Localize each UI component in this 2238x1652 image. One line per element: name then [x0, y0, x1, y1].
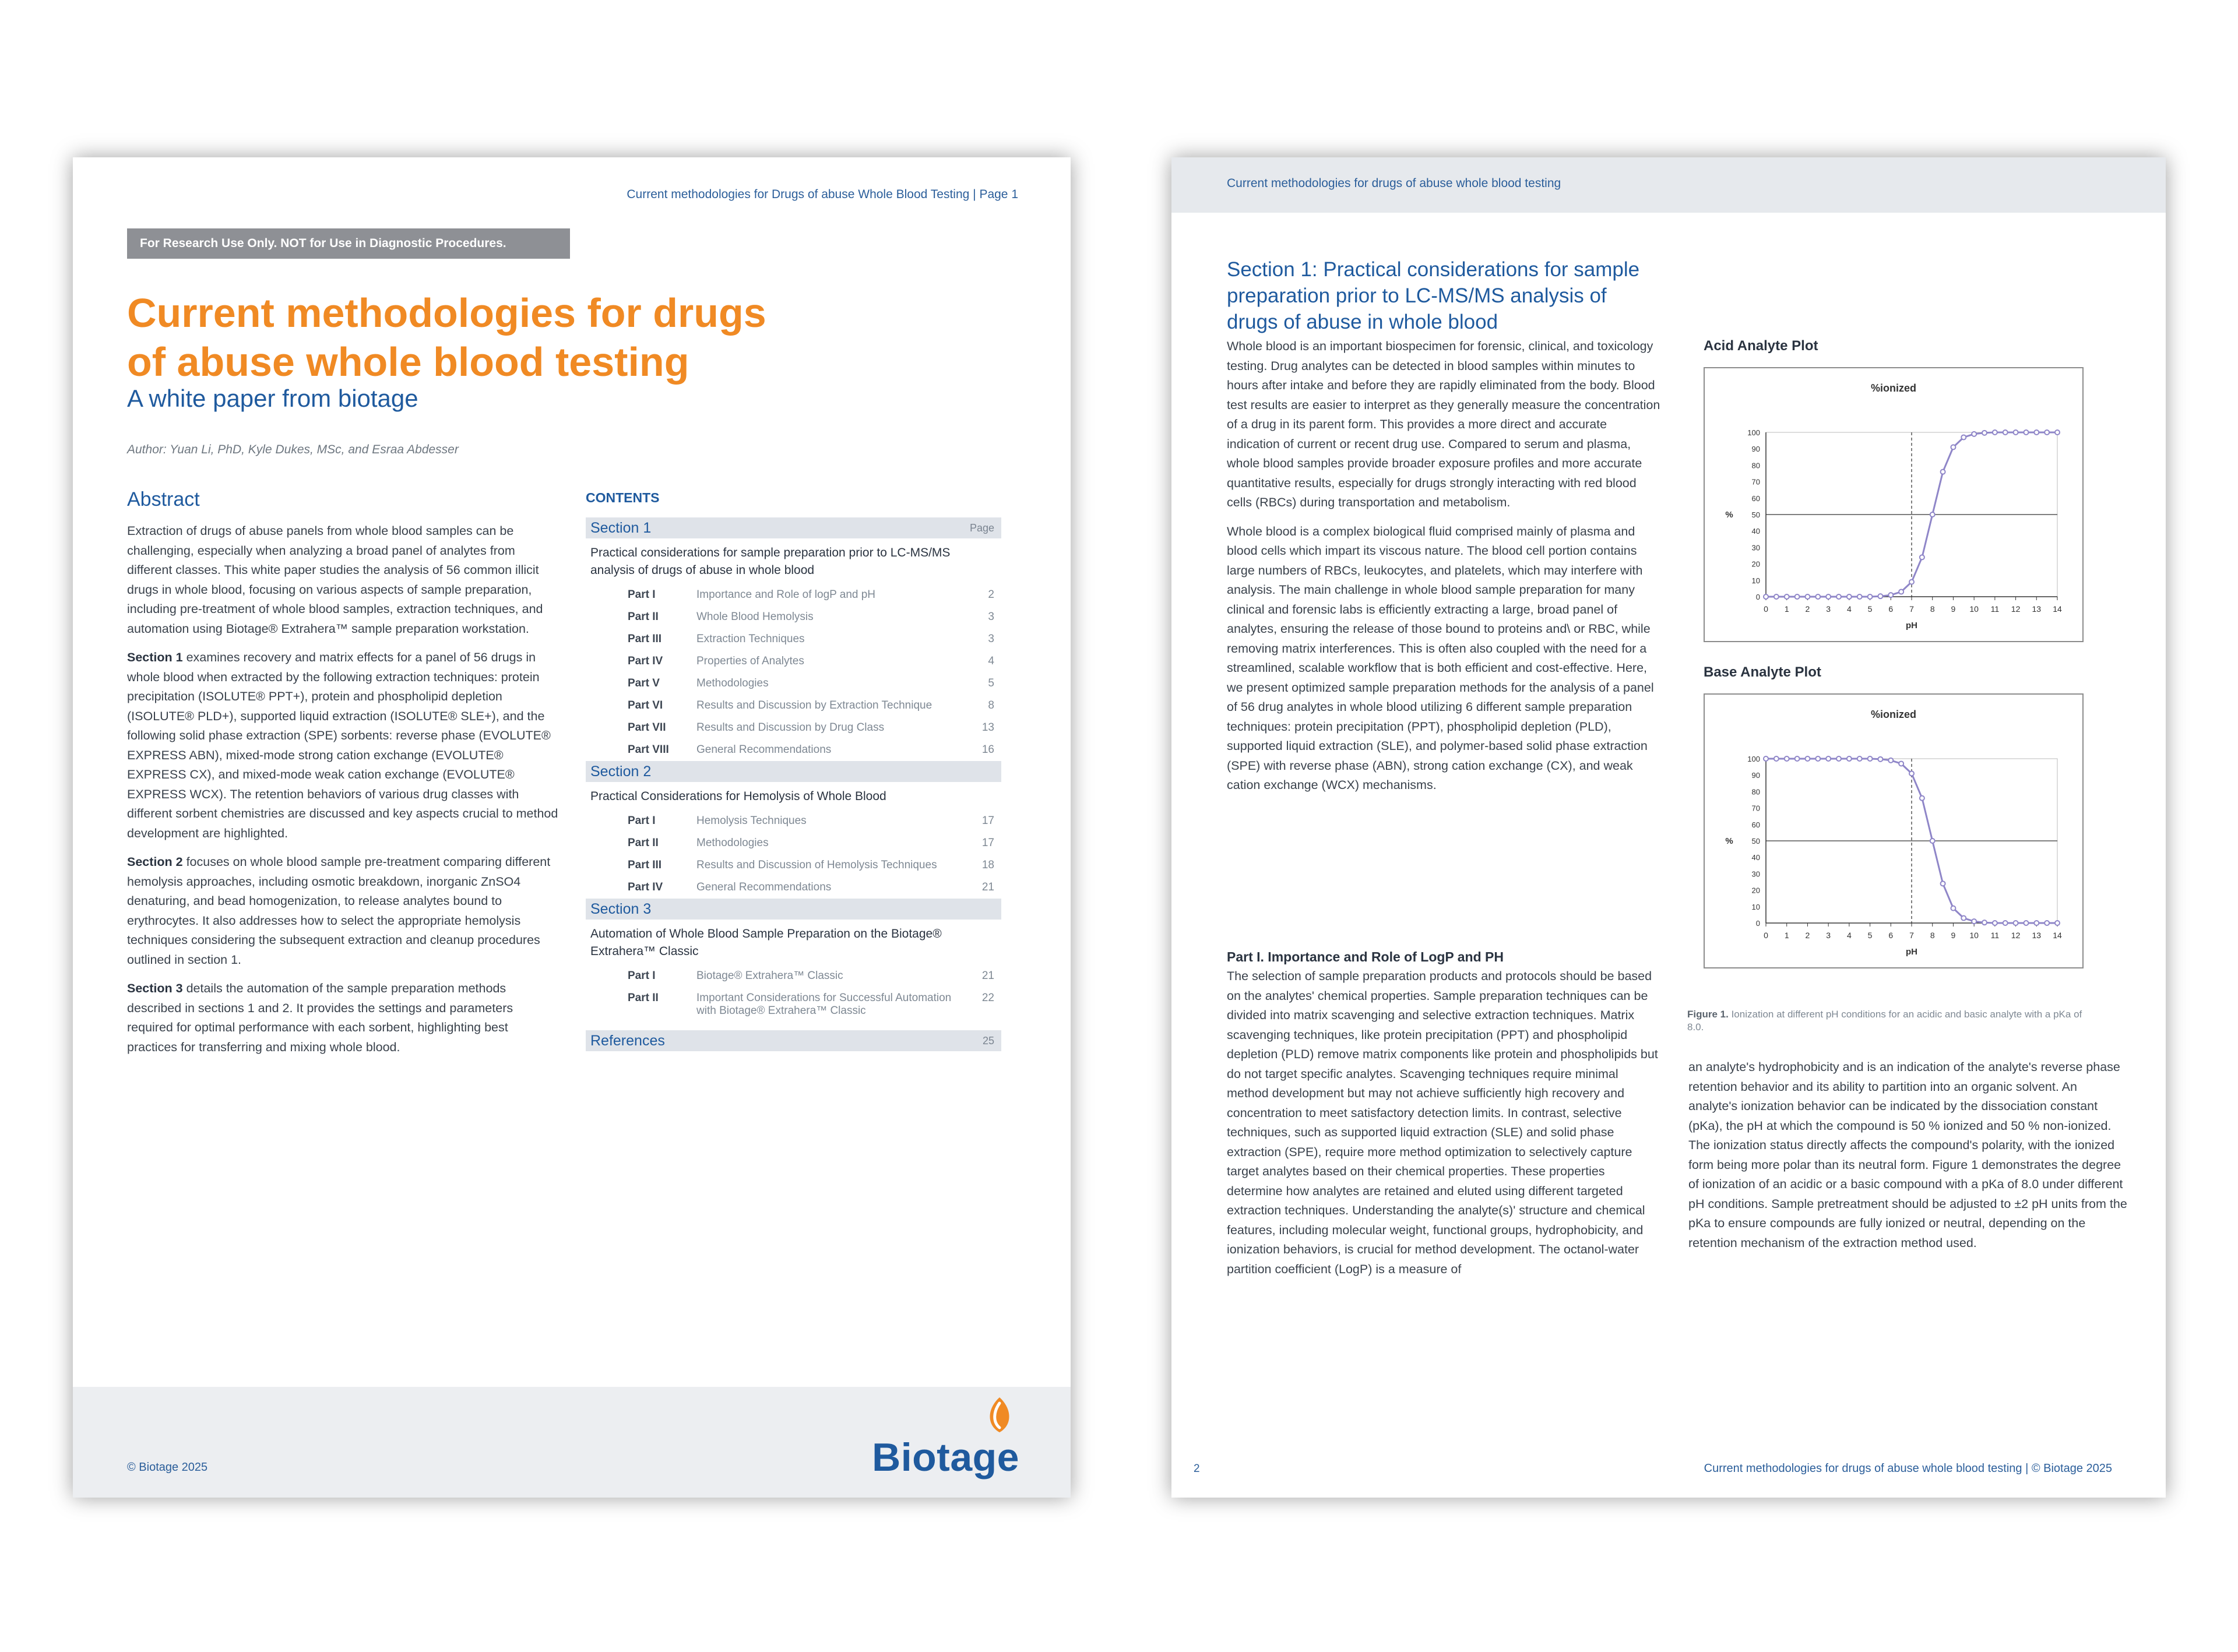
abstract-paragraph: Section 3 details the automation of the sample preparation methods described in sections 1 and 2. It provides the settings and parameters required for optimal performance with each sorbent, highlighting best practices for transferring and mixing whole blood.: [127, 981, 513, 1054]
x-tick-label: 1: [1784, 604, 1789, 614]
chart-subtitle: %ionized: [1870, 382, 1917, 394]
toc-entry[interactable]: Part VIII General Recommendations 16: [628, 744, 994, 756]
data-point: [1951, 445, 1955, 449]
y-tick-label: 20: [1751, 886, 1760, 895]
x-tick-label: 11: [1990, 931, 2000, 940]
y-axis-label: %: [1725, 836, 1733, 846]
data-point: [2055, 921, 2060, 925]
chart-title: Base Analyte Plot: [1704, 664, 1821, 680]
toc-entry[interactable]: Part II Important Considerations for Successful Automation with Biotage® Extrahera™ Classic 22: [628, 992, 994, 1017]
x-tick-label: 6: [1888, 604, 1894, 614]
acid-chart: [1705, 368, 2082, 641]
x-tick-label: 12: [2011, 931, 2021, 940]
x-tick-label: 3: [1826, 604, 1831, 614]
biotage-logo: Biotage: [872, 1435, 1019, 1480]
data-point: [1878, 594, 1882, 598]
section-heading: Section 1: Practical considerations for sample preparation prior to LC-MS/MS analysis of drugs of abuse in whole blood: [1227, 258, 1640, 333]
x-tick-label: 9: [1951, 604, 1956, 614]
x-tick-label: 7: [1909, 604, 1914, 614]
base-chart-plot: [1725, 709, 2062, 957]
y-tick-label: 10: [1751, 902, 1760, 911]
body-column-left-lower: [1227, 947, 1661, 1288]
y-tick-label: 0: [1755, 593, 1760, 601]
data-point: [2003, 921, 2008, 925]
paragraph: The selection of sample preparation products and protocols should be based on the analytes' chemical properties. Sample preparation techniques can be divided into matrix scavenging and selective extraction techniques. Matrix scavenging techniques, like protein precipitation (PPT) and phospholipid depletion (PLD) remove matrix components like protein and phospholipids but do not target specific analytes. Scavenging techniques require minimal method development but may not achieve sufficiently high recovery and concentration to meet satisfactory detection limits. In contrast, selective techniques, such as supported liquid extraction (SLE) and solid phase extraction (SPE), require more method optimization to selectively capture target analytes based on their chemical properties. These properties determine how analytes are retained and eluted using different targeted extraction techniques. Understanding the analyte(s)' structure and chemical features, including molecular weight, functional groups, hydrophobicity, and ionization behaviors, is crucial for method development. The octanol-water partition coefficient (LogP) is a measure of: [1227, 969, 1658, 1276]
figure-caption: Figure 1. Ionization at different pH conditions for an acidic and basic analyte with a pKa of 8.0.: [1687, 1009, 2082, 1033]
x-tick-label: 1: [1784, 931, 1789, 940]
data-point: [1920, 796, 1924, 801]
data-point: [1805, 594, 1810, 599]
data-point: [1868, 594, 1873, 599]
document-title: Current methodologies for drugs of abuse whole blood testing: [127, 290, 766, 385]
data-point: [1888, 758, 1893, 763]
data-point: [1930, 839, 1935, 843]
data-point: [2014, 921, 2018, 925]
data-point: [1993, 921, 1997, 925]
data-point: [1920, 555, 1924, 559]
data-point: [1847, 594, 1852, 599]
abstract-paragraph: Extraction of drugs of abuse panels from whole blood samples can be challenging, especially when analyzing a broad panel of analytes from different classes. This white paper studies the analysis of 56 common illicit drugs in whole blood, focusing on various aspects of sample preparation, including pre-treatment of whole blood samples, extraction techniques, and automation using Biotage® Extrahera™ sample preparation workstation.: [127, 524, 543, 636]
data-point: [2055, 430, 2060, 435]
acid-chart-plot: [1725, 382, 2062, 630]
data-point: [1836, 756, 1841, 761]
acid-chart-frame: [1704, 367, 2084, 642]
y-tick-label: 80: [1751, 787, 1760, 797]
y-tick-label: 30: [1751, 543, 1760, 552]
base-chart: [1705, 695, 2082, 967]
toc-section-3[interactable]: Section 3: [586, 899, 1001, 920]
toc-entry[interactable]: Part II Whole Blood Hemolysis 3: [628, 611, 994, 623]
data-point: [1785, 756, 1789, 761]
data-point: [1972, 919, 1976, 924]
data-point: [1857, 756, 1862, 761]
x-tick-label: 8: [1930, 604, 1935, 614]
x-tick-label: 7: [1909, 931, 1914, 940]
toc-entry[interactable]: Part IV Properties of Analytes 4: [628, 655, 994, 667]
y-tick-label: 70: [1751, 477, 1760, 487]
abstract-paragraph: Section 2 focuses on whole blood sample pre-treatment comparing different hemolysis approaches, including osmotic breakdown, inorganic ZnSO4 denaturing, and bead homogenization, to release analytes bound to erythrocytes. It also addresses how to select the appropriate hemolysis techniques considering the subsequent extraction and cleanup procedures outlined in section 1.: [127, 855, 551, 967]
y-tick-label: 90: [1751, 771, 1760, 780]
toc-section-title: Automation of Whole Blood Sample Preparation on the Biotage® Extrahera™ Classic: [590, 927, 942, 958]
document-subtitle: A white paper from biotage: [127, 385, 418, 412]
x-tick-label: 10: [1969, 931, 1979, 940]
abstract-paragraph: Section 1 examines recovery and matrix effects for a panel of 56 drugs in whole blood when extracted by the following extraction techniques: protein precipitation (ISOLUTE® PPT+), protein and phospholipid depletion (ISOLUTE® PLD+), supported liquid extraction (ISOLUTE® SLE+), and the following solid phase extraction (SPE) sorbents: reverse phase (EVOLUTE® EXPRESS ABN), mixed-mode strong cation exchange (EVOLUTE® EXPRESS CX), and mixed-mode weak cation exchange (EVOLUTE® EXPRESS WCX). The retention behaviors of various drug classes with different sorbent chemistries are discussed and key aspects crucial to method development are highlighted.: [127, 650, 558, 840]
chart-subtitle: %ionized: [1870, 709, 1917, 720]
table-of-contents: [586, 488, 1001, 1051]
x-tick-label: 5: [1867, 931, 1873, 940]
x-axis-label: pH: [1906, 621, 1917, 630]
page-number: 2: [1194, 1463, 1200, 1475]
data-point: [1899, 590, 1903, 594]
toc-entry[interactable]: Part III Results and Discussion of Hemolysis Techniques 18: [628, 859, 994, 871]
x-tick-label: 0: [1764, 604, 1768, 614]
toc-entry[interactable]: Part II Methodologies 17: [628, 837, 994, 849]
toc-entry[interactable]: Part VI Results and Discussion by Extraction Technique 8: [628, 699, 994, 711]
page-header: [1171, 157, 2166, 213]
data-point: [1847, 756, 1852, 761]
data-point: [1764, 594, 1768, 599]
data-point: [1878, 757, 1882, 762]
toc-entry[interactable]: Part III Extraction Techniques 3: [628, 633, 994, 645]
data-point: [1909, 580, 1914, 584]
data-point: [1805, 756, 1810, 761]
data-point: [2024, 430, 2028, 435]
y-tick-label: 40: [1751, 527, 1760, 536]
chart-title: Acid Analyte Plot: [1704, 338, 1818, 354]
paragraph: Whole blood is an important biospecimen for forensic, clinical, and toxicology testing. Drug analytes can be detected in blood samples within minutes to hours after intake and before they are rapidly eliminated from the body. Blood test results are easier to interpret as they generally measure the concentration of a drug in its parent form. This provides a more direct and accurate indication of current or recent drug use. Compared to serum and plasma, whole blood samples provide broader exposure profiles and more accurate quantitative results, especially for drugs strongly interacting with red blood cells (RBCs) during transportation and metabolism.: [1227, 339, 1660, 509]
data-point: [1815, 756, 1820, 761]
biotage-leaf-icon: [982, 1394, 1017, 1435]
x-tick-label: 13: [2032, 604, 2042, 614]
data-point: [2014, 430, 2018, 435]
toc-section-title: Practical Considerations for Hemolysis of Whole Blood: [590, 790, 886, 803]
toc-references[interactable]: References 25: [586, 1030, 1001, 1051]
x-tick-label: 2: [1805, 604, 1810, 614]
body-column-right: [1688, 1058, 2128, 1262]
x-tick-label: 5: [1867, 604, 1873, 614]
data-point: [2045, 921, 2049, 925]
page-header: Current methodologies for Drugs of abuse Whole Blood Testing | Page 1: [627, 188, 1018, 201]
x-tick-label: 9: [1951, 931, 1956, 940]
data-point: [1857, 594, 1862, 599]
x-tick-label: 13: [2032, 931, 2042, 940]
page-header-text: Current methodologies for drugs of abuse whole blood testing: [1227, 177, 1561, 190]
author-line: Author: Yuan Li, PhD, Kyle Dukes, MSc, and Esraa Abdesser: [127, 443, 459, 456]
data-point: [1961, 916, 1966, 921]
toc-entry[interactable]: Part V Methodologies 5: [628, 677, 994, 689]
data-point: [2024, 921, 2028, 925]
paragraph: Whole blood is a complex biological fluid comprised mainly of plasma and blood cells which impart its viscous nature. The blood cell portion contains large numbers of RBCs, leukocytes, and platelets, which may interfere with analysis. The main challenge in whole blood sample preparation for many clinical and forensic labs is efficiently extracting a large, broad panel of analytes, ensuring the release of those bound to proteins and\ or RBC, while removing matrix interferences. This is often also coupled with the need for a streamlined, scalable workflow that is both efficient and cost-effective. Here, we present optimized sample preparation methods for the analysis of a panel of 56 drug analytes in whole blood utilizing 6 different sample preparation techniques: protein precipitation (PPT), phospholipid depletion (PLD), supported liquid extraction (SLE), and polymer-based solid phase extraction (SPE) with reverse phase (ABN), strong cation exchange (CX), and weak cation exchange (WCX) mechanisms.: [1227, 524, 1654, 792]
data-point: [1815, 594, 1820, 599]
data-point: [1795, 756, 1800, 761]
data-point: [1836, 594, 1841, 599]
y-tick-label: 100: [1747, 428, 1760, 437]
page-footer: [73, 1387, 1071, 1498]
x-tick-label: 2: [1805, 931, 1810, 940]
abstract-heading: Abstract: [127, 488, 200, 510]
y-tick-label: 50: [1751, 510, 1760, 519]
x-tick-label: 0: [1764, 931, 1768, 940]
research-use-banner: For Research Use Only. NOT for Use in Diagnostic Procedures.: [127, 228, 570, 259]
y-tick-label: 10: [1751, 576, 1760, 585]
data-point: [1888, 593, 1893, 597]
x-tick-label: 11: [1990, 604, 2000, 614]
data-point: [2003, 430, 2008, 435]
data-point: [1774, 756, 1779, 761]
data-point: [1941, 470, 1945, 474]
y-tick-label: 50: [1751, 837, 1760, 846]
abstract-body: [127, 522, 561, 1066]
x-tick-label: 14: [2053, 931, 2062, 940]
paragraph: an analyte's hydrophobicity and is an indication of the analyte's reverse phase retention behavior and its ability to partition into an organic solvent. An analyte's ionization behavior can be indicated by the dissociation constant (pKa), the pH at which the compound is 50 % ionized and 50 % non-ionized. The ionization status directly affects the compound's polarity, with the ionized form being more polar than its neutral form. Figure 1 demonstrates the degree of ionization of an acidic or a basic compound with a pKa of 8.0 under different pH conditions. Sample pretreatment should be adjusted to ±2 pH units from the pKa to ensure compounds are fully ionized or neutral, depending on the retention mechanism of the extraction method used.: [1688, 1060, 2127, 1250]
data-point: [1941, 881, 1945, 886]
toc-section-title: Practical considerations for sample preparation prior to LC-MS/MS analysis of drugs of abuse in whole blood: [590, 546, 951, 577]
data-point: [1899, 761, 1903, 766]
x-tick-label: 12: [2011, 604, 2021, 614]
part-heading: Part I. Importance and Role of LogP and PH: [1227, 949, 1504, 964]
y-tick-label: 60: [1751, 494, 1760, 503]
data-point: [1982, 920, 1987, 925]
data-point: [2045, 430, 2049, 435]
x-tick-label: 10: [1969, 604, 1979, 614]
toc-entry[interactable]: Part VII Results and Discussion by Drug Class 13: [628, 721, 994, 734]
body-column-left: [1227, 337, 1661, 805]
x-tick-label: 4: [1846, 931, 1852, 940]
y-tick-label: 80: [1751, 461, 1760, 470]
data-point: [1826, 756, 1831, 761]
x-tick-label: 8: [1930, 931, 1935, 940]
data-point: [1961, 435, 1966, 439]
data-point: [1951, 906, 1955, 911]
data-point: [2034, 921, 2039, 925]
base-chart-frame: [1704, 693, 2084, 968]
data-point: [1785, 594, 1789, 599]
data-point: [1795, 594, 1800, 599]
y-tick-label: 60: [1751, 820, 1760, 829]
toc-entry[interactable]: Part I Importance and Role of logP and pH 2: [628, 589, 994, 601]
page-footer-text: Current methodologies for drugs of abuse whole blood testing | © Biotage 2025: [1704, 1462, 2112, 1475]
contents-heading: CONTENTS: [586, 490, 660, 505]
toc-entry[interactable]: Part I Hemolysis Techniques 17: [628, 815, 994, 827]
data-point: [1826, 594, 1831, 599]
y-axis-label: %: [1725, 510, 1733, 520]
page-column-label: Page: [969, 522, 994, 534]
toc-entry[interactable]: Part IV General Recommendations 21: [628, 881, 994, 893]
x-axis-label: pH: [1906, 947, 1917, 957]
y-tick-label: 30: [1751, 869, 1760, 879]
y-tick-label: 20: [1751, 559, 1760, 569]
x-tick-label: 4: [1846, 604, 1852, 614]
data-point: [2034, 430, 2039, 435]
toc-section-2[interactable]: Section 2: [586, 761, 1001, 782]
y-tick-label: 90: [1751, 445, 1760, 454]
copyright: © Biotage 2025: [127, 1461, 208, 1474]
data-point: [1930, 512, 1935, 517]
y-tick-label: 40: [1751, 853, 1760, 862]
data-point: [1993, 430, 1997, 435]
data-point: [1909, 771, 1914, 776]
data-point: [1764, 756, 1768, 761]
data-point: [1774, 594, 1779, 599]
x-tick-label: 3: [1826, 931, 1831, 940]
y-tick-label: 70: [1751, 804, 1760, 813]
x-tick-label: 14: [2053, 604, 2062, 614]
toc-entry[interactable]: Part I Biotage® Extrahera™ Classic 21: [628, 970, 994, 982]
y-tick-label: 100: [1747, 755, 1760, 763]
toc-section-1[interactable]: Section 1 Page: [586, 517, 1001, 538]
data-point: [1982, 431, 1987, 435]
data-point: [1868, 756, 1873, 761]
data-point: [1972, 432, 1976, 436]
document-page-2: [1171, 157, 2166, 1498]
document-page-1: [73, 157, 1071, 1498]
y-tick-label: 0: [1755, 919, 1760, 928]
x-tick-label: 6: [1888, 931, 1894, 940]
